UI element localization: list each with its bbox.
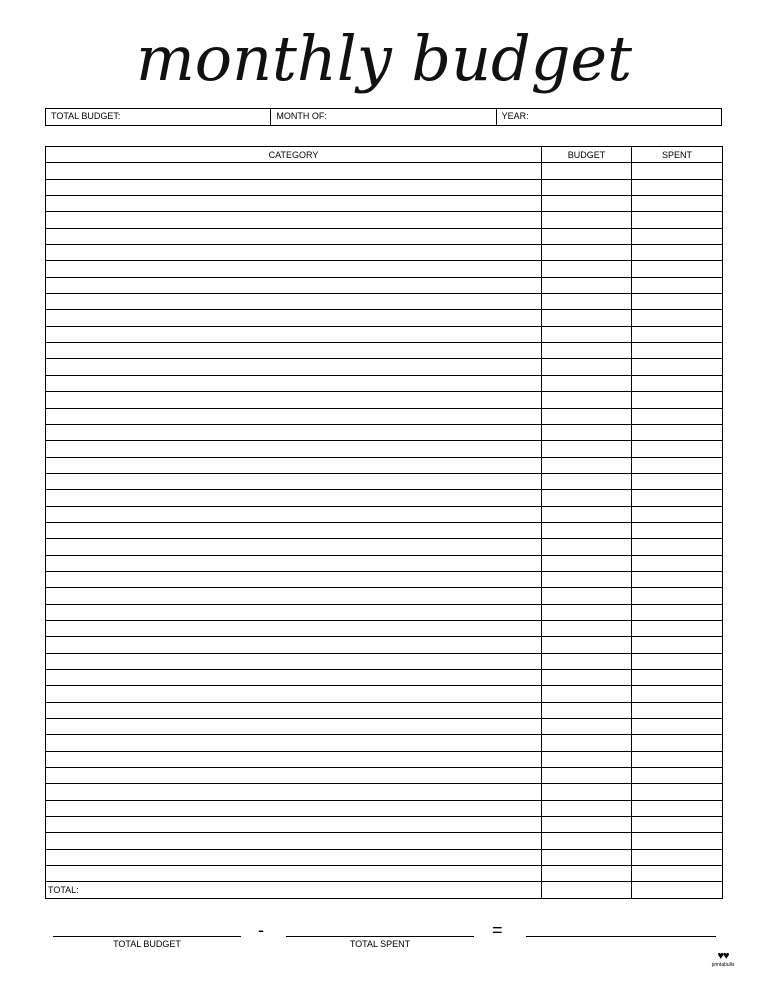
spent-cell[interactable]	[632, 473, 723, 489]
category-cell[interactable]	[46, 620, 542, 636]
spent-cell[interactable]	[632, 392, 723, 408]
category-cell[interactable]	[46, 702, 542, 718]
category-cell[interactable]	[46, 457, 542, 473]
spent-cell[interactable]	[632, 702, 723, 718]
spent-cell[interactable]	[632, 457, 723, 473]
table-row	[46, 163, 723, 179]
spent-cell[interactable]	[632, 310, 723, 326]
info-row	[45, 108, 722, 126]
table-row	[46, 310, 723, 326]
table-row	[46, 424, 723, 440]
category-cell[interactable]	[46, 261, 542, 277]
category-cell[interactable]	[46, 228, 542, 244]
table-row	[46, 620, 723, 636]
budget-cell[interactable]	[542, 228, 632, 244]
budget-cell[interactable]	[542, 620, 632, 636]
category-cell[interactable]	[46, 473, 542, 489]
summary-footer	[0, 920, 768, 960]
spent-cell[interactable]	[632, 768, 723, 784]
equals-sign: =	[492, 920, 503, 940]
bull-heads-icon: ♥♥	[717, 950, 729, 962]
budget-cell[interactable]	[542, 392, 632, 408]
table-row	[46, 670, 723, 686]
category-cell[interactable]	[46, 571, 542, 587]
table-row	[46, 375, 723, 391]
table-row	[46, 506, 723, 522]
category-cell[interactable]	[46, 522, 542, 538]
budget-cell[interactable]	[542, 637, 632, 653]
budget-cell[interactable]	[542, 261, 632, 277]
table-row	[46, 653, 723, 669]
category-cell[interactable]	[46, 392, 542, 408]
spent-cell[interactable]	[632, 326, 723, 342]
table-row	[46, 245, 723, 261]
budget-cell[interactable]	[542, 800, 632, 816]
table-row	[46, 490, 723, 506]
table-row	[46, 261, 723, 277]
budget-cell[interactable]	[542, 686, 632, 702]
category-cell[interactable]	[46, 277, 542, 293]
table-row	[46, 441, 723, 457]
spent-cell[interactable]	[632, 637, 723, 653]
spent-cell[interactable]	[632, 490, 723, 506]
category-cell[interactable]	[46, 849, 542, 865]
budget-cell[interactable]	[542, 719, 632, 735]
spent-cell[interactable]	[632, 817, 723, 833]
budget-cell[interactable]	[542, 424, 632, 440]
table-row	[46, 817, 723, 833]
category-cell[interactable]	[46, 686, 542, 702]
total-budget-cell[interactable]	[542, 882, 632, 898]
total-budget-line[interactable]	[53, 936, 241, 937]
category-cell[interactable]	[46, 800, 542, 816]
category-cell[interactable]	[46, 163, 542, 179]
category-cell[interactable]	[46, 719, 542, 735]
spent-cell[interactable]	[632, 686, 723, 702]
spent-cell[interactable]	[632, 408, 723, 424]
category-cell[interactable]	[46, 506, 542, 522]
category-cell[interactable]	[46, 408, 542, 424]
budget-cell[interactable]	[542, 849, 632, 865]
table-row	[46, 719, 723, 735]
spent-cell[interactable]	[632, 261, 723, 277]
table-row	[46, 522, 723, 538]
spent-cell[interactable]	[632, 571, 723, 587]
budget-cell[interactable]	[542, 310, 632, 326]
table-row	[46, 212, 723, 228]
spent-cell[interactable]	[632, 539, 723, 555]
category-cell[interactable]	[46, 833, 542, 849]
budget-cell[interactable]	[542, 441, 632, 457]
spent-cell[interactable]	[632, 620, 723, 636]
table-row	[46, 768, 723, 784]
budget-cell[interactable]	[542, 277, 632, 293]
minus-sign: -	[258, 920, 264, 940]
budget-cell[interactable]	[542, 653, 632, 669]
category-cell[interactable]	[46, 735, 542, 751]
category-cell[interactable]	[46, 196, 542, 212]
budget-cell[interactable]	[542, 179, 632, 195]
total-label: TOTAL:	[46, 882, 542, 898]
category-cell[interactable]	[46, 751, 542, 767]
spent-cell[interactable]	[632, 294, 723, 310]
budget-cell[interactable]	[542, 245, 632, 261]
brand-name: printabulls	[711, 962, 735, 968]
total-row	[46, 882, 723, 898]
spent-cell[interactable]	[632, 441, 723, 457]
table-row	[46, 343, 723, 359]
spent-header: SPENT	[632, 147, 723, 163]
spent-cell[interactable]	[632, 784, 723, 800]
table-row	[46, 408, 723, 424]
category-cell[interactable]	[46, 768, 542, 784]
spent-cell[interactable]	[632, 277, 723, 293]
spent-cell[interactable]	[632, 751, 723, 767]
spent-cell[interactable]	[632, 359, 723, 375]
table-row	[46, 800, 723, 816]
table-body	[46, 163, 723, 882]
total-spent-caption: TOTAL SPENT	[349, 939, 411, 949]
budget-cell[interactable]	[542, 784, 632, 800]
budget-cell[interactable]	[542, 751, 632, 767]
spent-cell[interactable]	[632, 375, 723, 391]
month-field[interactable]: MONTH OF:	[271, 109, 496, 125]
category-cell[interactable]	[46, 784, 542, 800]
category-cell[interactable]	[46, 424, 542, 440]
budget-cell[interactable]	[542, 522, 632, 538]
budget-cell[interactable]	[542, 702, 632, 718]
spent-cell[interactable]	[632, 833, 723, 849]
spent-cell[interactable]	[632, 555, 723, 571]
brand-logo	[708, 950, 738, 974]
budget-cell[interactable]	[542, 408, 632, 424]
category-header: CATEGORY	[46, 147, 542, 163]
total-budget-field[interactable]: TOTAL BUDGET:	[46, 109, 271, 125]
category-cell[interactable]	[46, 866, 542, 882]
category-cell[interactable]	[46, 604, 542, 620]
table-row	[46, 555, 723, 571]
total-budget-caption: TOTAL BUDGET	[113, 939, 181, 949]
table-row	[46, 179, 723, 195]
table-row	[46, 294, 723, 310]
budget-cell[interactable]	[542, 375, 632, 391]
category-cell[interactable]	[46, 670, 542, 686]
spent-cell[interactable]	[632, 196, 723, 212]
budget-cell[interactable]	[542, 212, 632, 228]
spent-cell[interactable]	[632, 670, 723, 686]
table-row	[46, 637, 723, 653]
category-cell[interactable]	[46, 343, 542, 359]
category-cell[interactable]	[46, 588, 542, 604]
budget-cell[interactable]	[542, 326, 632, 342]
spent-cell[interactable]	[632, 343, 723, 359]
table-row	[46, 326, 723, 342]
table-row	[46, 277, 723, 293]
total-spent-cell[interactable]	[632, 882, 723, 898]
table-row	[46, 392, 723, 408]
category-cell[interactable]	[46, 817, 542, 833]
budget-cell[interactable]	[542, 196, 632, 212]
budget-cell[interactable]	[542, 343, 632, 359]
budget-table	[45, 146, 723, 899]
budget-cell[interactable]	[542, 866, 632, 882]
budget-cell[interactable]	[542, 506, 632, 522]
category-cell[interactable]	[46, 490, 542, 506]
category-cell[interactable]	[46, 359, 542, 375]
spent-cell[interactable]	[632, 522, 723, 538]
table-row	[46, 849, 723, 865]
category-cell[interactable]	[46, 326, 542, 342]
budget-cell[interactable]	[542, 473, 632, 489]
budget-cell[interactable]	[542, 359, 632, 375]
table-row	[46, 539, 723, 555]
budget-cell[interactable]	[542, 604, 632, 620]
table-row	[46, 571, 723, 587]
budget-cell[interactable]	[542, 817, 632, 833]
result-line[interactable]	[526, 936, 716, 937]
year-field[interactable]: YEAR:	[501, 111, 529, 121]
budget-cell[interactable]	[542, 588, 632, 604]
category-cell[interactable]	[46, 441, 542, 457]
spent-cell[interactable]	[632, 506, 723, 522]
table-row	[46, 735, 723, 751]
table-row	[46, 228, 723, 244]
budget-cell[interactable]	[542, 833, 632, 849]
category-cell[interactable]	[46, 310, 542, 326]
spent-cell[interactable]	[632, 179, 723, 195]
table-row	[46, 604, 723, 620]
table-row	[46, 359, 723, 375]
total-spent-line[interactable]	[286, 936, 474, 937]
spent-cell[interactable]	[632, 212, 723, 228]
spent-cell[interactable]	[632, 604, 723, 620]
table-row	[46, 686, 723, 702]
category-cell[interactable]	[46, 653, 542, 669]
title-text: monthly budget	[135, 22, 633, 95]
table-row	[46, 784, 723, 800]
budget-cell[interactable]	[542, 490, 632, 506]
table-header-row	[46, 147, 723, 163]
table-row	[46, 833, 723, 849]
spent-cell[interactable]	[632, 245, 723, 261]
spent-cell[interactable]	[632, 849, 723, 865]
category-cell[interactable]	[46, 539, 542, 555]
category-cell[interactable]	[46, 245, 542, 261]
spent-cell[interactable]	[632, 653, 723, 669]
spent-cell[interactable]	[632, 866, 723, 882]
table-row	[46, 751, 723, 767]
title-svg	[0, 18, 768, 110]
table-row	[46, 702, 723, 718]
spent-cell[interactable]	[632, 719, 723, 735]
budget-cell[interactable]	[542, 539, 632, 555]
spent-cell[interactable]	[632, 228, 723, 244]
budget-cell[interactable]	[542, 670, 632, 686]
table-row	[46, 866, 723, 882]
budget-cell[interactable]	[542, 735, 632, 751]
category-cell[interactable]	[46, 555, 542, 571]
spent-cell[interactable]	[632, 163, 723, 179]
spent-cell[interactable]	[632, 424, 723, 440]
budget-cell[interactable]	[542, 163, 632, 179]
category-cell[interactable]	[46, 375, 542, 391]
budget-cell[interactable]	[542, 768, 632, 784]
table-row	[46, 457, 723, 473]
page-title	[0, 18, 768, 110]
table-row	[46, 588, 723, 604]
spent-cell[interactable]	[632, 588, 723, 604]
spent-cell[interactable]	[632, 800, 723, 816]
budget-cell[interactable]	[542, 555, 632, 571]
budget-cell[interactable]	[542, 294, 632, 310]
category-cell[interactable]	[46, 179, 542, 195]
table-row	[46, 196, 723, 212]
budget-cell[interactable]	[542, 457, 632, 473]
category-cell[interactable]	[46, 294, 542, 310]
category-cell[interactable]	[46, 637, 542, 653]
table-row	[46, 473, 723, 489]
budget-cell[interactable]	[542, 571, 632, 587]
spent-cell[interactable]	[632, 735, 723, 751]
category-cell[interactable]	[46, 212, 542, 228]
budget-header: BUDGET	[542, 147, 632, 163]
